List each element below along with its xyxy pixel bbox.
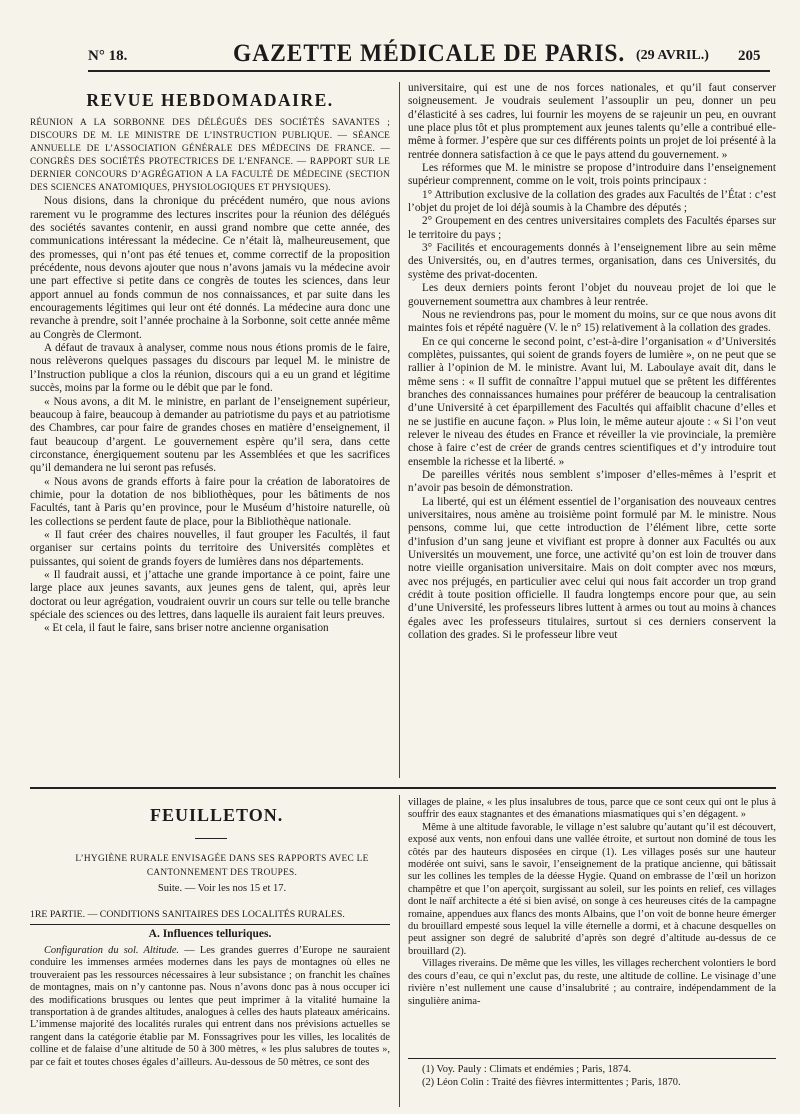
- footnote-rule: [408, 1058, 776, 1059]
- column-divider-top: [399, 82, 400, 778]
- paragraph: Les réformes que M. le ministre se propose d’introduire dans l’enseignement supérieur comprennent, comme on le voit, trois points principaux :: [408, 162, 776, 188]
- feuilleton-right-text: [408, 797, 776, 1008]
- part-heading-rule: [30, 924, 390, 925]
- paragraph: villages de plaine, « les plus insalubres de tous, parce que ce sont ceux qui ont le plus à souffrir des eaux stagnantes et des émanations miasmatiques qui s’en dégagent. »: [408, 797, 776, 821]
- paragraph: « Nous avons de grands efforts à faire pour la création de laboratoires de chimie, pour la dotation de nos bibliothèques, pour les bâtiments de nos Facultés, tant à Paris qu’en province, pour le Muséum d’histoire naturelle, où les collections se perdent faute de place, pour la Bibliothèque nationale.: [30, 475, 390, 528]
- header-rule: [88, 70, 770, 72]
- feuilleton-title-rule: [195, 838, 227, 839]
- page-number: 205: [738, 48, 761, 64]
- page-header: [88, 40, 770, 70]
- paragraph: « Et cela, il faut le faire, sans briser notre ancienne organisation: [44, 622, 329, 635]
- newspaper-title: GAZETTE MÉDICALE DE PARIS.: [233, 40, 626, 67]
- footnote-1: (1) Voy. Pauly : Climats et endémies ; Paris, 1874.: [422, 1064, 632, 1075]
- feuilleton-separator: [30, 787, 776, 789]
- part-heading: 1RE PARTIE. — CONDITIONS SANITAIRES DES LOCALITÉS RURALES.: [30, 909, 345, 920]
- feuilleton-left-paragraph: — Les grandes guerres d’Europe ne sauraient conduire les immenses armées modernes dans les pays de montagnes où elles ne trouveraient pas les ressources nécessaires à leur subsistance ; on franchit les chaînes de montagnes, mais on n’y cantonne pas. Nous n’avons donc pas à nous occuper ici des modifications brusques ou lentes que peut imprimer à la vitalité humaine la transportation à de grandes altitudes, analogues à celles des hauts plateaux américains. L’immense majorité des localités rurales qui entrent dans nos prévisions actuelles se rangent dans la catégorie établie par M. Fonssagrives pour les villes, les localités de colline et de falaise d’une altitude de 50 à 300 mètres, « les plus salubres de toutes », par ce fait et toutes choses égales d’ailleurs. Au-dessous de 50 mètres, ce sont des: [30, 945, 390, 1068]
- feuilleton-right-column: [408, 797, 776, 1055]
- feuilleton-lead: Configuration du sol. Altitude.: [44, 945, 180, 956]
- feuilleton-subtitle: L’HYGIÈNE RURALE ENVISAGÉE DANS SES RAPPORTS AVEC LE CANTONNEMENT DES TROUPES.: [75, 854, 369, 878]
- feuilleton-title: FEUILLETON.: [150, 805, 284, 825]
- paragraph: 1° Attribution exclusive de la collation des grades aux Facultés de l’État : c’est l’objet du projet de loi déjà soumis à la Chambre des députés ;: [408, 188, 776, 215]
- revue-right-column: [408, 82, 776, 780]
- revue-left-column: [30, 90, 390, 780]
- revue-left-text: [30, 195, 390, 635]
- paragraph: universitaire, qui est une de nos forces nationales, et qu’il faut conserver soigneusement. Je voudrais seulement l’assouplir un peu, donner un peu d’élasticité à ses cadres, lui fournir les moyens de se rajeunir un peu, en ouvrant une place plus tôt et plus promptement aux jeunes talents qu’elle a contribué elle-même à former. J’espère que sur ces différents points un projet de loi présenté à la rentrée donnera satisfaction à ce que le pays attend du gouvernement. »: [408, 82, 776, 161]
- issue-number: N° 18.: [88, 48, 128, 64]
- paragraph: A défaut de travaux à analyser, comme nous nous étions promis de le faire, nous relèverons quelques passages du discours par lequel M. le ministre de l’Instruction publique a clos la réunion, discours qui a eu un grand et légitime succès, moins par la forme ou le débit que par le fond.: [30, 342, 390, 395]
- paragraph: En ce qui concerne le second point, c’est-à-dire l’organisation « d’Universités complètes, puissantes, qui soient de grands foyers de lumière », on ne peut que se rallier à l’opinion de M. le ministre. Avant lui, M. Laboulaye avait dit, dans le même sens : « Il suffit de connaître l’appui mutuel que se prêtent les différentes branches des connaissances humaines pour préférer de beaucoup la centralisation d’une Université à cet éparpillement des Facultés qui affaiblit chacune d’elles et ne se justifie en aucune façon. » Plus loin, le même auteur ajoute : « Si l’on veut relever le niveau des études en France et réveiller la vie provinciale, la première chose à faire c’est de créer de grands centres scientifiques et d’y introduire tout ensemble la richesse et la liberté. »: [408, 335, 776, 468]
- revue-title: REVUE HEBDOMADAIRE.: [86, 90, 334, 110]
- revue-right-text: [408, 82, 776, 642]
- feuilleton-suite: Suite. — Voir les nos 15 et 17.: [157, 883, 287, 894]
- paragraph: 3° Facilités et encouragements donnés à l’enseignement libre au sein même des Universités, ou, en d’autres termes, organisation, dans ces Universités, du système des privat-docenten.: [408, 242, 776, 281]
- section-subheading: A. Influences telluriques.: [148, 928, 272, 940]
- paragraph: La liberté, qui est un élément essentiel de l’organisation des nouveaux centres universitaires, nous amène au troisième point formulé par M. le ministre. Nous pensons, comme lui, que cette introduction de l’élément libre, cette sorte d’infusion d’un sang jeune et vivifiant est propre à donner aux Facultés ou aux Universités un mouvement, une force, une activité qu’on est loin de trouver dans notre vieille organisation universitaire. Mais on doit compter avec nos mœurs, avec nos préjugés, en particulier avec celui qui nous fait accorder un trop grand crédit à toute position officielle. Il faudra longtemps encore pour que, au sein d’une Université, les professeurs libres luttent à armes ou tout au moins à chances égales avec les professeurs titulaires, surtout si ces derniers conservent la collation des grades. Si le professeur libre veut: [408, 495, 776, 642]
- paragraph: Nous disions, dans la chronique du précédent numéro, que nous avions rarement vu le programme des lectures inscrites pour la réunion des délégués des sociétés savantes contenir, en aussi grand nombre que cette année, des communications intéressant la médecine. Ce n’était là, malheureusement, que des promesses, qui n’ont pas été tenues et, comme correctif de la proposition précédente, nous devons ajouter que nous n’avons jamais vu la médecine avoir une part effective si petite dans ce congrès de toutes les sciences, dans leur apport annuel au fonds commun de nos connaissances, et par suite dans les encouragements légitimes qui leur ont été donnés. La médecine aura donc une revanche à prendre, soit l’année prochaine à la Sorbonne, soit cette année même au Congrès de Clermont.: [30, 195, 390, 341]
- footnotes: [408, 1063, 776, 1089]
- footnote-2: (2) Léon Colin : Traité des fièvres intermittentes ; Paris, 1870.: [422, 1077, 681, 1088]
- paragraph: Même à une altitude favorable, le village n’est salubre qu’autant qu’il est découvert, exposé aux vents, non enfoui dans une vallée étroite, et surtout non dominé de tous les côtés par des hauteurs disposées en cirque (1). Les villages posés sur une hauteur modérée ont suivi, sans le savoir, l’enseignement de la pratique ancienne, qui bâtissait sur les collines les temples de la déesse Hygie. Quand on embrasse de l’œil un horizon champêtre et que l’on aperçoit, surgissant au soleil, sur les points en relief, ces villages dont le naïf architecte a été si bien avisé, on songe à ces heureuses cités de la campagne romaine, appendues aux flancs des monts Albains, que l’on voit de bonne heure émerger du brouillard empesté sous lequel la ville éternelle a dormi, et à chacune desquelles on peut assigner son degré de salubrité d’après son degré d’altitude au-dessus de ce brouillard (2).: [408, 821, 776, 957]
- paragraph: « Il faudrait aussi, et j’attache une grande importance à ce point, faire une large place aux jeunes savants, aux jeunes gens de talent, qui, après leur doctorat ou leur agrégation, voudraient ouvrir un cours sur telle ou telle branche spéciale des sciences ou des lettres, dans laquelle ils auraient fait leurs preuves.: [30, 568, 390, 621]
- paragraph: « Il faut créer des chaires nouvelles, il faut grouper les Facultés, il faut organiser sur certains points du territoire des Universités complètes et puissantes, qui soient de grands foyers de lumières dans nos départements.: [30, 528, 390, 568]
- revue-summary: RÉUNION A LA SORBONNE DES DÉLÉGUÉS DES SOCIÉTÉS SAVANTES ; DISCOURS DE M. LE MINISTRE DE L’INSTRUCTION PUBLIQUE. — SÉANCE ANNUELLE DE L’ASSOCIATION GÉNÉRALE DES MÉDECINS DE FRANCE. — CONGRÈS DES SOCIÉTÉS PROTECTRICES DE L’ENFANCE. — RAPPORT SUR LE DERNIER CONCOURS D’AGRÉGATION A LA FACULTÉ DE MÉDECINE (SECTION DES SCIENCES ANATOMIQUES, PHYSIOLOGIQUES ET PHYSIQUES).: [30, 118, 390, 194]
- paragraph: Nous ne reviendrons pas, pour le moment du moins, sur ce que nous avons dit maintes fois et répété naguère (V. le n° 15) relativement à la collation des grades.: [408, 308, 776, 335]
- feuilleton-left-column: [30, 945, 390, 1107]
- paragraph: « Nous avons, a dit M. le ministre, en parlant de l’enseignement supérieur, beaucoup à faire, beaucoup à demander au patriotisme du pays et au patriotisme des Chambres, car pour faire de grandes choses en matière d’enseignement, il faut beaucoup d’argent. Le gouvernement espère qu’il sera, dans cette circonstance, énergiquement soutenu par les Assemblées et que les sacrifices qu’il demandera ne lui seront pas refusés.: [30, 395, 390, 475]
- paragraph: De pareilles vérités nous semblent s’imposer d’elles-mêmes à l’esprit et n’avoir pas besoin de démonstration.: [408, 468, 776, 495]
- issue-date: (29 AVRIL.): [636, 48, 709, 63]
- paragraph: Les deux derniers points feront l’objet du nouveau projet de loi que le gouvernement soumettra aux chambres à leur rentrée.: [408, 282, 776, 308]
- paragraph: Villages riverains. De même que les villes, les villages recherchent volontiers le bord des cours d’eau, ce qui n’exclut pas, du reste, une altitude de colline. Le visinage d’une rivière n’est nullement une cause d’insalubrité ; au contraire, indépendamment de la singulière anima-: [408, 958, 776, 1007]
- paragraph: 2° Groupement en des centres universitaires complets des Facultés éparses sur le territoire du pays ;: [408, 215, 776, 241]
- column-divider-bottom: [399, 795, 400, 1107]
